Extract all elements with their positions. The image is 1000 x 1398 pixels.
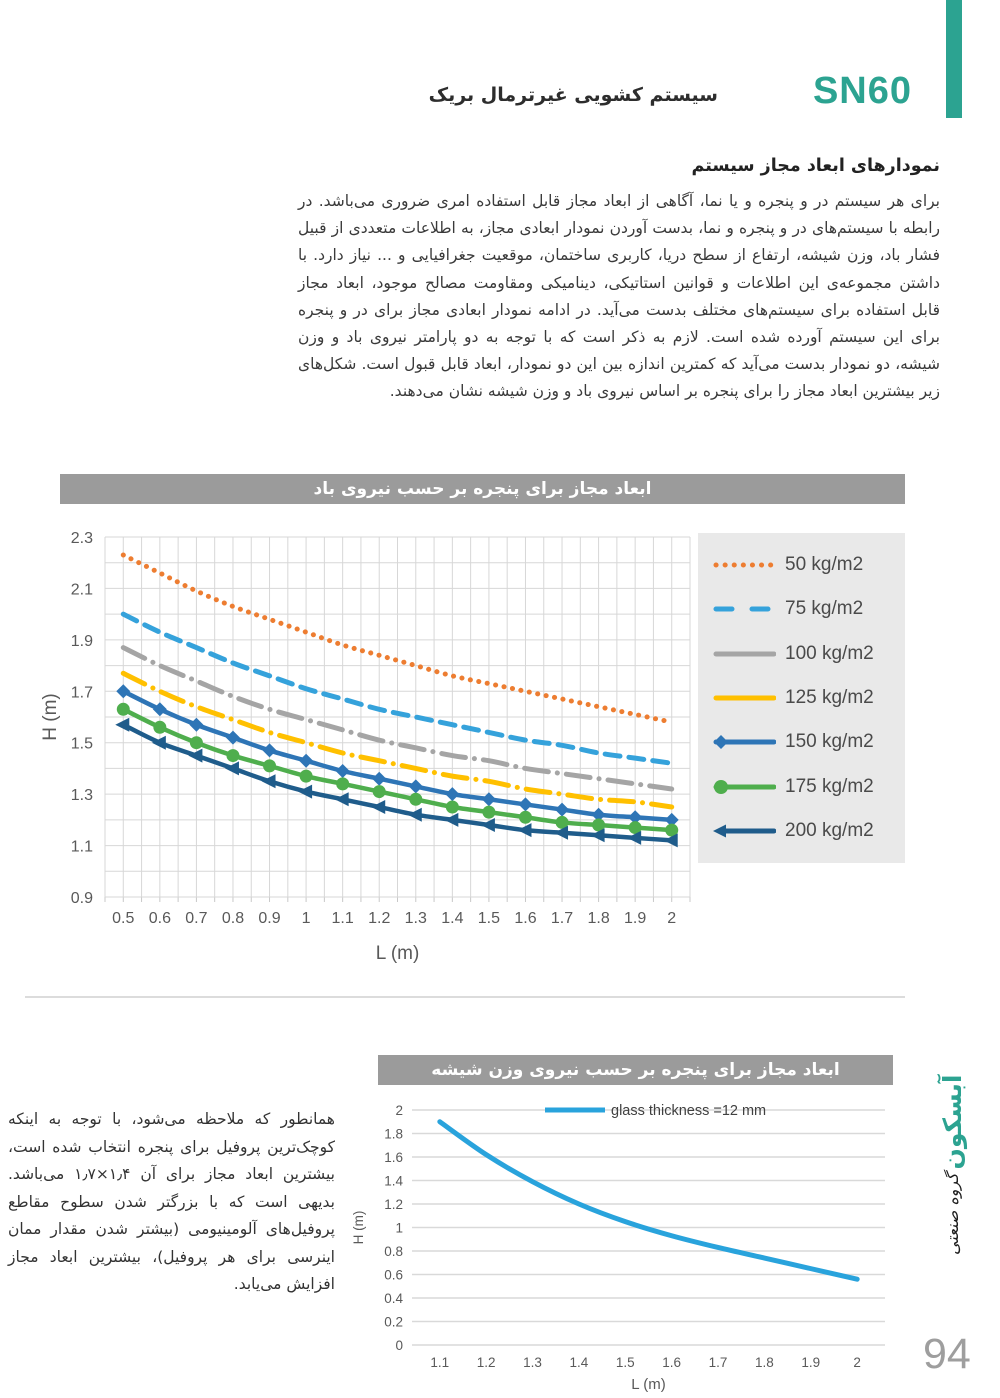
legend-line-sample <box>712 823 776 839</box>
svg-text:2.3: 2.3 <box>70 530 93 547</box>
svg-text:1.4: 1.4 <box>441 910 464 927</box>
svg-text:0.4: 0.4 <box>384 1291 403 1306</box>
section-divider <box>25 996 905 998</box>
svg-text:1.8: 1.8 <box>587 910 610 927</box>
legend-item-150-kg-m2 <box>712 731 895 753</box>
legend-item-50-kg-m2 <box>712 554 895 576</box>
svg-text:1.9: 1.9 <box>801 1355 821 1370</box>
svg-text:1.6: 1.6 <box>514 910 537 927</box>
legend-line-sample <box>712 779 776 795</box>
svg-text:1.7: 1.7 <box>708 1355 728 1370</box>
system-subtitle: سیستم کشویی غیرترمال بریک <box>428 84 718 106</box>
legend-label: 125 kg/m2 <box>785 686 874 708</box>
svg-text:1.6: 1.6 <box>662 1355 682 1370</box>
glass-chart-title: ابعاد مجاز برای پنجره بر حسب نیروی وزن شیشه <box>378 1055 893 1085</box>
legend-label: 150 kg/m2 <box>785 731 874 753</box>
svg-text:2.1: 2.1 <box>70 581 93 599</box>
svg-text:L (m): L (m) <box>375 943 420 964</box>
legend-line-sample <box>712 734 776 750</box>
page-number: 94 <box>923 1330 971 1378</box>
legend-line-sample <box>712 646 776 662</box>
svg-text:H (m): H (m) <box>40 693 61 741</box>
svg-text:2: 2 <box>395 1103 403 1118</box>
brand-group-vertical: گروه صنعتی <box>943 1173 962 1255</box>
svg-text:1.5: 1.5 <box>70 735 93 753</box>
svg-text:1: 1 <box>301 910 311 927</box>
svg-text:1.3: 1.3 <box>70 787 93 805</box>
section-title: نمودارهای ابعاد مجاز سیستم <box>691 156 940 176</box>
legend-item-100-kg-m2 <box>712 643 895 665</box>
svg-text:1.8: 1.8 <box>384 1126 403 1142</box>
svg-text:1.1: 1.1 <box>70 838 93 856</box>
svg-text:0.9: 0.9 <box>70 890 93 907</box>
legend-label: 200 kg/m2 <box>785 819 874 841</box>
svg-text:0.7: 0.7 <box>185 910 208 927</box>
svg-text:1: 1 <box>395 1220 403 1236</box>
legend-label: 175 kg/m2 <box>785 775 874 797</box>
brand-name-vertical: آبسکون <box>938 1074 967 1170</box>
svg-text:1.2: 1.2 <box>476 1355 496 1370</box>
svg-text:2: 2 <box>667 910 677 927</box>
svg-text:1.7: 1.7 <box>550 910 574 927</box>
svg-text:0: 0 <box>395 1338 403 1353</box>
legend-item-125-kg-m2 <box>712 687 895 709</box>
svg-text:1.3: 1.3 <box>404 910 427 927</box>
svg-text:1.6: 1.6 <box>384 1150 403 1165</box>
legend-label: 100 kg/m2 <box>785 642 874 664</box>
svg-text:0.6: 0.6 <box>384 1267 403 1283</box>
svg-text:1.7: 1.7 <box>70 684 93 702</box>
system-code: SN60 <box>812 70 912 112</box>
svg-text:L (m): L (m) <box>631 1376 666 1393</box>
legend-label: 75 kg/m2 <box>785 598 864 620</box>
svg-text:1.5: 1.5 <box>477 910 501 927</box>
svg-text:1.1: 1.1 <box>331 910 354 927</box>
svg-text:1.9: 1.9 <box>70 632 93 650</box>
svg-text:0.8: 0.8 <box>384 1244 403 1259</box>
conclusion-paragraph: همانطور که ملاحظه می‌شود، با توجه به اینکه کوچک‌ترین پروفیل برای پنجره انتخاب شده است، بیشترین ابعاد مجاز برای آن ۱٫۴×۱٫۷ می‌باشد. بدیهی است که با بزرگتر شدن سطوح مقاطع پروفیل‌های آلومینیومی (بیشتر شدن مقدار ممان اینرسی برای هر پروفیل)، بیشترین ابعاد مجاز افزایش می‌یابد. <box>8 1110 335 1293</box>
header-accent-bar <box>946 0 962 118</box>
legend-item-175-kg-m2 <box>712 776 895 798</box>
legend-item-200-kg-m2 <box>712 820 895 842</box>
wind-chart-title: ابعاد مجاز برای پنجره بر حسب نیروی باد <box>60 474 905 504</box>
svg-text:glass thickness =12 mm: glass thickness =12 mm <box>611 1103 767 1119</box>
legend-line-sample <box>712 690 776 706</box>
svg-text:1.4: 1.4 <box>569 1355 589 1370</box>
svg-text:H (m): H (m) <box>351 1210 366 1245</box>
svg-text:1.2: 1.2 <box>368 910 391 927</box>
intro-paragraph: برای هر سیستم در و پنجره و یا نما، آگاهی از ابعاد مجاز قابل استفاده امری ضروری می‌باشد. در رابطه با سیستم‌های در و پنجره و نما، بدست آوردن نمودار ابعادی مجاز، به اطلاعات متعددی از قبیل فشار باد، وزن شیشه، ارتفاع از سطح دریا، کاربری ساختمان، موقعیت جغرافیایی و ... نیاز دارد. با داشتن مجموعه‌ی این اطلاعات و قوانین استاتیکی، دینامیکی ومقاومت مصالح موجود، ابعاد مجاز قابل استفاده برای سیستم‌های مختلف بدست می‌آید. در ادامه نمودار ابعادی مجاز برای در و پنجره برای این سیستم آورده شده است. لازم به ذکر است که با توجه به دو پارامتر نیروی باد و وزن شیشه، دو نمودار بدست می‌آید که کمترین اندازه بین این دو نمودار، ابعاد قابل قبول است. شکل‌های زیر بیشترین ابعاد مجاز را برای پنجره بر اساس نیروی باد و وزن شیشه نشان می‌دهند. <box>298 192 940 401</box>
wind-chart-legend <box>698 533 905 863</box>
svg-text:2: 2 <box>853 1355 861 1370</box>
svg-text:1.9: 1.9 <box>624 910 647 927</box>
legend-item-75-kg-m2 <box>712 598 895 620</box>
svg-text:1.1: 1.1 <box>430 1355 450 1370</box>
svg-text:0.2: 0.2 <box>384 1314 403 1330</box>
wind-chart-svg <box>40 515 700 975</box>
svg-text:1.2: 1.2 <box>384 1197 403 1212</box>
svg-text:0.5: 0.5 <box>112 910 135 927</box>
svg-text:0.6: 0.6 <box>148 910 171 927</box>
glass-chart-svg <box>350 1090 895 1395</box>
svg-text:1.4: 1.4 <box>384 1173 403 1189</box>
legend-line-sample <box>712 557 776 573</box>
svg-text:1.3: 1.3 <box>523 1355 542 1370</box>
legend-line-sample <box>712 601 776 617</box>
svg-text:1.5: 1.5 <box>615 1355 635 1370</box>
legend-label: 50 kg/m2 <box>785 554 864 576</box>
svg-text:0.9: 0.9 <box>258 910 281 927</box>
svg-text:1.8: 1.8 <box>755 1355 774 1370</box>
svg-text:0.8: 0.8 <box>221 910 245 927</box>
